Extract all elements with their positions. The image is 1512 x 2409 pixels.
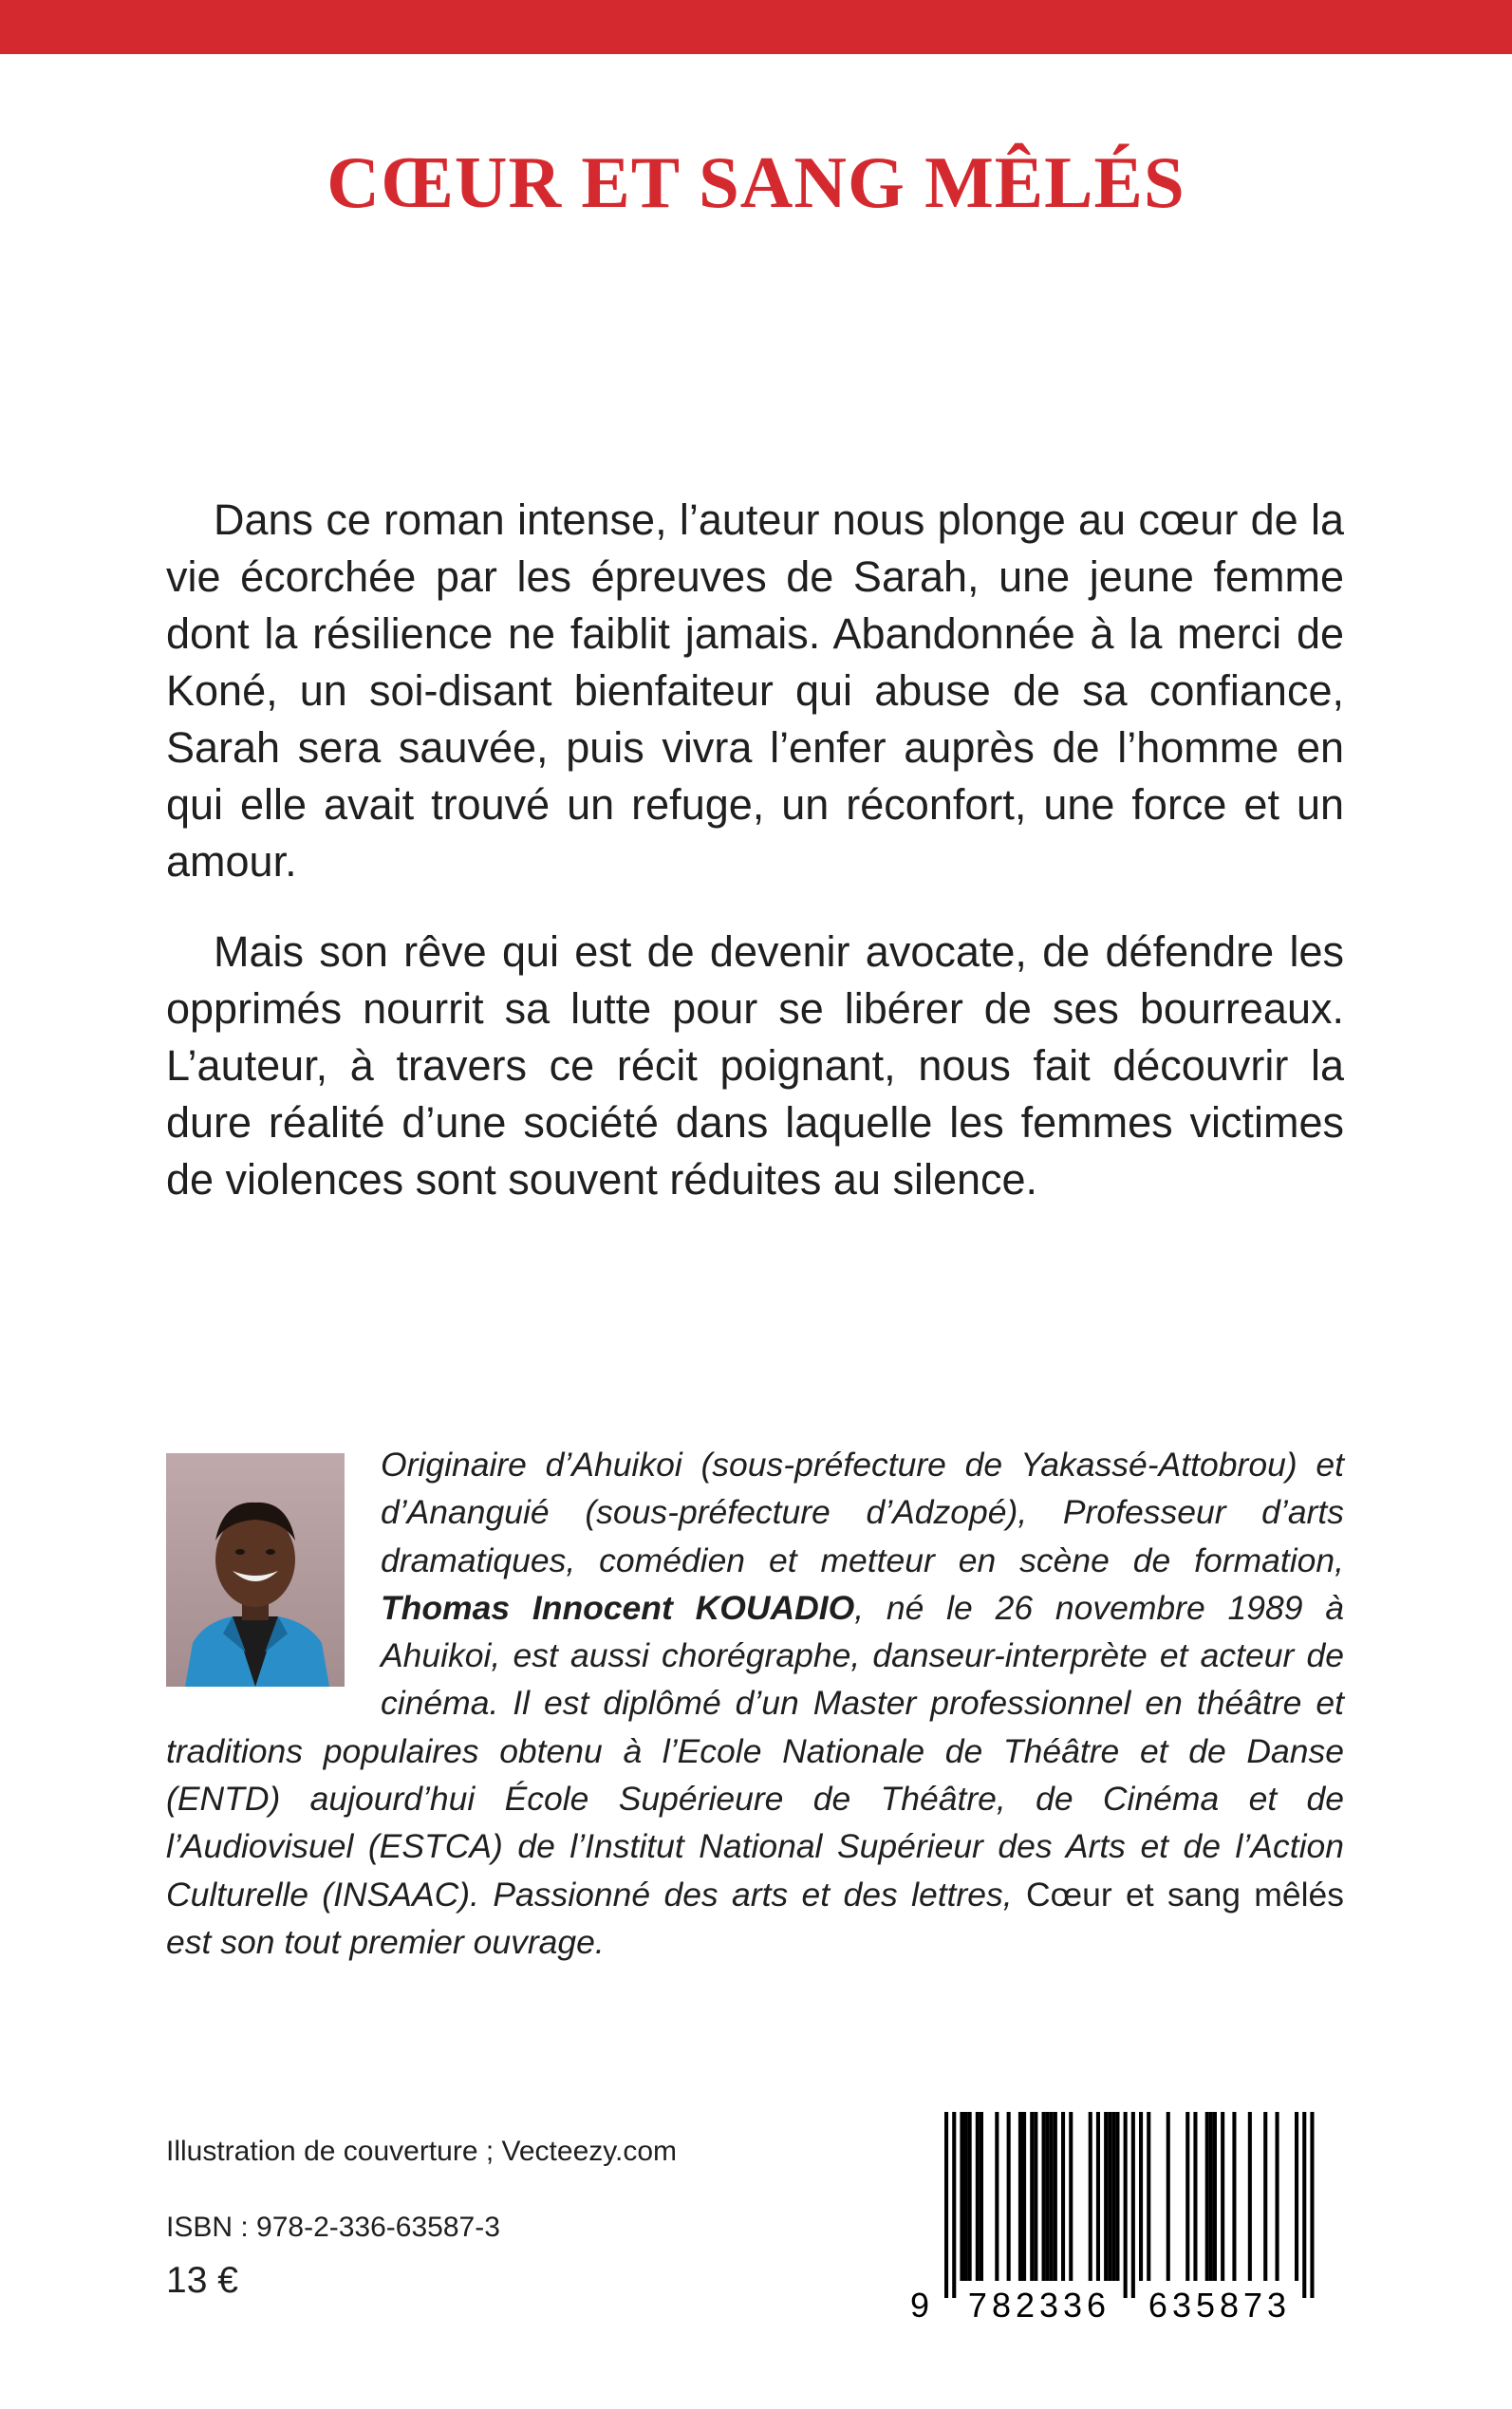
barcode-bar — [1104, 2112, 1108, 2281]
barcode-digits-left: 782336 — [967, 2286, 1111, 2325]
barcode-bar — [1131, 2112, 1135, 2298]
barcode-bar — [1089, 2112, 1092, 2281]
barcode-digit-first: 9 — [910, 2286, 930, 2325]
barcode-bar — [1232, 2112, 1236, 2281]
barcode-bar — [1069, 2112, 1073, 2281]
isbn: ISBN : 978-2-336-63587-3 — [166, 2212, 500, 2243]
barcode-bar — [964, 2112, 968, 2281]
barcode — [906, 2106, 1343, 2325]
barcode-bar — [1108, 2112, 1111, 2281]
barcode-bar — [1276, 2112, 1279, 2281]
barcode-bar — [1042, 2112, 1046, 2281]
barcode-bar — [1302, 2112, 1306, 2298]
barcode-bar — [1124, 2112, 1128, 2298]
barcode-bar — [976, 2112, 980, 2281]
barcode-bar — [1167, 2112, 1170, 2281]
bio-end: est son tout premier ouvrage. — [166, 1922, 605, 1961]
barcode-digits-right: 635873 — [1148, 2286, 1292, 2325]
barcode-bar — [1050, 2112, 1054, 2281]
barcode-bar — [1115, 2112, 1119, 2281]
bio-intro: Originaire d’Ahuikoi (sous-préfecture de Yakassé-Attobrou) et d’Ananguié (sous-préfecture d’Adzopé), Professeur d’arts dramatiques, comédien et metteur en scène de formation, — [381, 1446, 1344, 1579]
barcode-bar — [944, 2112, 948, 2298]
barcode-bar — [1263, 2112, 1267, 2281]
illustration-credit: Illustration de couverture ; Vecteezy.com — [166, 2136, 678, 2167]
barcode-bar — [1213, 2112, 1217, 2281]
author-biography — [166, 1441, 1344, 1966]
author-name: Thomas Innocent KOUADIO — [381, 1588, 855, 1627]
barcode-bar — [1096, 2112, 1100, 2281]
barcode-bar — [995, 2112, 999, 2281]
barcode-bar — [1310, 2112, 1314, 2298]
barcode-bar — [1111, 2112, 1115, 2281]
synopsis-paragraph-2: Mais son rêve qui est de devenir avocate, de défendre les opprimés nourrit sa lutte pour se libérer de ses bourreaux. L’auteur, à travers ce récit poignant, nous fait découvrir la dure réalité d’une société dans laquelle les femmes victimes de violences sont souvent réduites au silence. — [166, 927, 1344, 1204]
barcode-bar — [1139, 2112, 1143, 2281]
barcode-bar — [1209, 2112, 1213, 2281]
photo-space — [166, 1452, 345, 1686]
barcode-bar — [1185, 2112, 1189, 2281]
barcode-bar — [1018, 2112, 1022, 2281]
barcode-bar — [1007, 2112, 1011, 2281]
synopsis-paragraph-1: Dans ce roman intense, l’auteur nous plonge au cœur de la vie écorchée par les épreuves de Sarah, une jeune femme dont la résilience ne faiblit jamais. Abandonnée à la merci de Koné, un soi-disant bienfaiteur qui abuse de sa confiance, Sarah sera sauvée, puis vivra l’enfer auprès de l’homme en qui elle avait trouvé un refuge, un réconfort, une force et un amour. — [166, 495, 1344, 886]
barcode-bar — [960, 2112, 963, 2281]
barcode-bar — [1193, 2112, 1197, 2281]
barcode-bar — [1061, 2112, 1065, 2281]
barcode-bar — [952, 2112, 956, 2298]
barcode-bar — [968, 2112, 972, 2281]
barcode-bar — [1022, 2112, 1026, 2281]
price: 13 € — [166, 2260, 238, 2301]
barcode-bar — [1030, 2112, 1034, 2281]
top-color-band — [0, 0, 1512, 54]
barcode-bar — [1221, 2112, 1224, 2281]
barcode-bar — [1295, 2112, 1298, 2281]
book-reference: Cœur et sang mêlés — [1025, 1875, 1344, 1914]
barcode-bar — [1147, 2112, 1150, 2281]
barcode-bar — [1034, 2112, 1037, 2281]
barcode-bar — [1248, 2112, 1252, 2281]
book-title: CŒUR ET SANG MÊLÉS — [327, 141, 1185, 223]
barcode-bar — [1046, 2112, 1050, 2281]
barcode-bar — [980, 2112, 983, 2281]
barcode-bar — [1205, 2112, 1209, 2281]
barcode-bar — [1054, 2112, 1057, 2281]
bio-middle: , né le 26 novembre 1989 à Ahuikoi, est aussi chorégraphe, danseur-interprète et acteur de cinéma. Il est diplômé d’un Master professionnel en théâtre et traditions populaires obtenu à l’Ecole Nationale de Théâtre et de Danse (ENTD) aujourd’hui École Supérieure de Théâtre, de Cinéma et de l’Audiovisuel (ESTCA) de l’Institut National Supérieur des Arts et de l’Action Culturelle (INSAAC). Passionné des arts et des lettres, — [166, 1588, 1344, 1914]
